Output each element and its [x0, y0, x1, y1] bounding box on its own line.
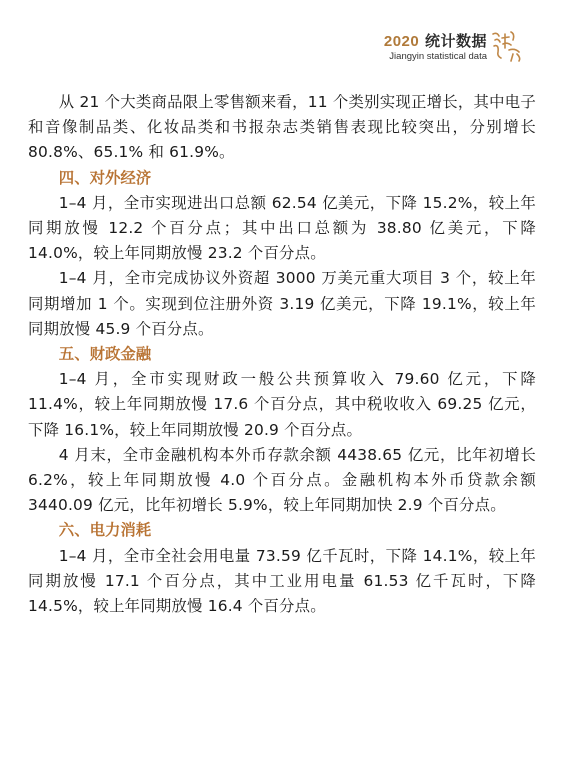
section-heading-foreign-economy: 四、对外经济: [58, 168, 152, 187]
section-heading-electricity: 六、电力消耗: [58, 521, 152, 540]
brand-text: [384, 32, 487, 63]
brand-year: 2020: [383, 33, 420, 50]
paragraph-electricity-use: 1–4 月，全市全社会用电量 73.59 亿千瓦时，下降 14.1%，较上年同期放慢 17.1 个百分点，其中工业用电量 61.53 亿千瓦时，下降 14.5%，较上年同期放慢 16.4 个百分点。: [28, 546, 536, 616]
paragraph-retail-categories: 从 21 个大类商品限上零售额来看，11 个类别实现正增长，其中电子和音像制品类、化妆品类和书报杂志类销售表现比较突出，分别增长 80.8%、65.1% 和 61.9%。: [28, 93, 536, 162]
brand-title: [384, 32, 487, 51]
paragraph-foreign-investment: 1–4 月，全市完成协议外资超 3000 万美元重大项目 3 个，较上年同期增加 1 个。实现到位注册外资 3.19 亿美元，下降 19.1%，较上年同期放慢 45.9 个百分点。: [28, 269, 536, 338]
brand-title-text: 统计数据: [424, 32, 487, 50]
paragraph-deposits-loans: 4 月末，全市金融机构本外币存款余额 4438.65 亿元，比年初增长 6.2%，较上年同期放慢 4.0 个百分点。金融机构本外币贷款余额 3440.09 亿元，比年初增长 5.9%，较上年同期加快 2.9 个百分点。: [28, 445, 536, 515]
brand-subtitle: Jiangyin statistical data: [389, 51, 487, 62]
paragraph-import-export: 1–4 月，全市实现进出口总额 62.54 亿美元，下降 15.2%，较上年同期放慢 12.2 个百分点；其中出口总额为 38.80 亿美元，下降 14.0%，较上年同期放慢 23.2 个百分点。: [28, 193, 536, 263]
calligraphy-seal-icon: [489, 28, 525, 64]
section-heading-finance: 五、财政金融: [58, 345, 152, 364]
page-header-brand: [384, 32, 525, 64]
paragraph-fiscal-revenue: 1–4 月，全市实现财政一般公共预算收入 79.60 亿元，下降 11.4%，较上年同期放慢 17.6 个百分点，其中税收收入 69.25 亿元，下降 16.1%，较上年同期放慢 20.9 个百分点。: [28, 370, 536, 439]
article-body: [28, 90, 536, 619]
